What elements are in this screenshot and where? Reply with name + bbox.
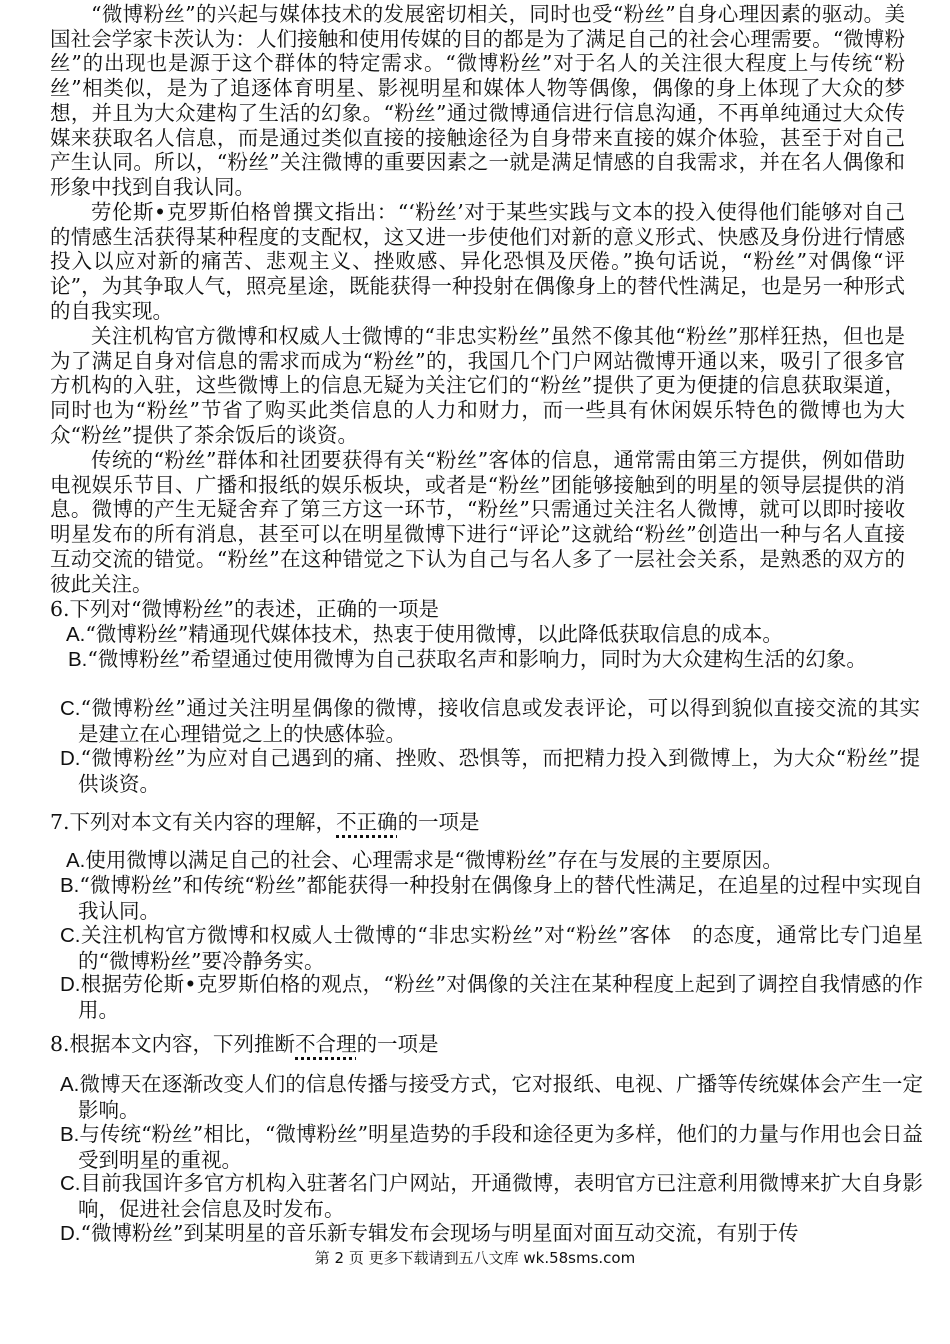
- question-8-option-b: [60, 1122, 923, 1172]
- option-text: “微博粉丝”希望通过使用微博为自己获取名声和影响力，同时为大众建构生活的幻象。: [87, 647, 867, 671]
- page-footer: 第 2 页 更多下载请到五八文库 wk.58sms.com: [314, 1249, 636, 1267]
- passage-paragraph-4: 传统的“粉丝”群体和社团要获得有关“粉丝”客体的信息，通常需由第三方提供，例如借助电视娱乐节目、广播和报纸的娱乐板块，或者是“粉丝”团能够接触到的明星的领导层提供的消息。微博的产生无疑舍弃了第三方这一环节，“粉丝”只需通过关注名人微博，就可以即时接收明星发布的所有消息，甚至可以在明星微博下进行“评论”这就给“粉丝”创造出一种与名人直接互动交流的错觉。“粉丝”在这种错觉之下认为自己与名人多了一层社会关系，是熟悉的双方的彼此关注。: [50, 448, 905, 596]
- question-7-title-text: 7.下列对本文有关内容的理解，: [50, 810, 337, 834]
- option-label: C.: [60, 697, 81, 720]
- option-label: D.: [60, 973, 81, 996]
- passage-paragraph-2: 劳伦斯•克罗斯伯格曾撰文指出：“‘粉丝’对于某些实践与文本的投入使得他们能够对自己的情感生活获得某种程度的支配权，这又进一步使他们对新的意义形式、快感及身份进行情感投入以应对新的痛苦、悲观主义、挫败感、异化恐惧及厌倦。”换句话说，“粉丝”对偶像“评论”，为其争取人气，照亮星途，既能获得一种投射在偶像身上的替代性满足，也是另一种形式的自我实现。: [50, 200, 905, 323]
- option-label: A.: [66, 849, 86, 872]
- question-6-option-a: [66, 622, 916, 648]
- passage-paragraph-3: 关注机构官方微博和权威人士微博的“非忠实粉丝”虽然不像其他“粉丝”那样狂热，但也是为了满足自身对信息的需求而成为“粉丝”的，我国几个门户网站微博开通以来，吸引了很多官方机构的入驻，这些微博上的信息无疑为关注它们的“粉丝”提供了更为便捷的信息获取渠道，同时也为“粉丝”节省了购买此类信息的人力和财力，而一些具有休闲娱乐特色的微博也为大众“粉丝”提供了茶余饭后的谈资。: [50, 324, 905, 447]
- question-6-option-d: [60, 746, 920, 796]
- question-8-emphasis: 不合理: [295, 1032, 357, 1056]
- question-6-title: 6.下列对“微博粉丝”的表述，正确的一项是: [50, 597, 440, 621]
- option-text: “微博粉丝”为应对自己遇到的痛、挫败、恐惧等，而把精力投入到微博上，为大众“粉丝”提供谈资。: [78, 746, 920, 796]
- question-7-title: [50, 810, 910, 835]
- passage-paragraph-1: “微博粉丝”的兴起与媒体技术的发展密切相关，同时也受“粉丝”自身心理因素的驱动。美国社会学家卡茨认为：人们接触和使用传媒的目的都是为了满足自己的社会心理需要。“微博粉丝”的出现也是源于这个群体的特定需求。“微博粉丝”对于名人的关注很大程度上与传统“粉丝”相类似，是为了追逐体育明星、影视明星和媒体人物等偶像，偶像的身上体现了大众的梦想，并且为大众建构了生活的幻象。“粉丝”通过微博通信进行信息沟通，不再单纯通过大众传媒来获取名人信息，而是通过类似直接的接触途径为自身带来直接的媒介体验，甚至于对自己产生认同。所以，“粉丝”关注微博的重要因素之一就是满足情感的自我需求，并在名人偶像和形象中找到自我认同。: [50, 2, 905, 199]
- option-text: 微博天在逐渐改变人们的信息传播与接受方式，它对报纸、电视、广播等传统媒体会产生一定影响。: [78, 1072, 923, 1122]
- option-text: 使用微博以满足自己的社会、心理需求是“微博粉丝”存在与发展的主要原因。: [85, 848, 783, 872]
- option-label: A.: [66, 623, 86, 646]
- option-label: B.: [68, 648, 88, 671]
- option-text: “微博粉丝”和传统“粉丝”都能获得一种投射在偶像身上的替代性满足，在追星的过程中实现自我认同。: [78, 873, 923, 923]
- question-6-option-b: [50, 647, 900, 673]
- question-7-option-b: [60, 873, 923, 923]
- option-label: D.: [60, 747, 81, 770]
- option-text: “微博粉丝”精通现代媒体技术，热衷于使用微博，以此降低获取信息的成本。: [85, 622, 783, 646]
- option-text: “微博粉丝”通过关注明星偶像的微博，接收信息或发表评论，可以得到貌似直接交流的其实是建立在心理错觉之上的快感体验。: [78, 696, 920, 746]
- question-7-emphasis: 不正确: [336, 810, 398, 834]
- question-7-title-end: 的一项是: [397, 810, 480, 834]
- option-label: C.: [60, 924, 81, 947]
- question-8-option-c: [60, 1171, 923, 1221]
- question-7-option-a: [66, 848, 916, 874]
- question-8-option-a: [60, 1072, 923, 1122]
- question-8-title-text: 8.根据本文内容，下列推断: [50, 1032, 296, 1056]
- question-7-option-d: [60, 972, 923, 1022]
- option-label: D.: [60, 1222, 81, 1245]
- option-label: C.: [60, 1172, 81, 1195]
- question-8-title: [50, 1032, 910, 1057]
- question-8-title-end: 的一项是: [356, 1032, 439, 1056]
- option-label: B.: [60, 874, 80, 897]
- option-text: 目前我国许多官方机构入驻著名门户网站，开通微博，表明官方已注意利用微博来扩大自身影响，促进社会信息及时发布。: [78, 1171, 923, 1221]
- option-label: B.: [60, 1123, 80, 1146]
- option-text: 根据劳伦斯•克罗斯伯格的观点，“粉丝”对偶像的关注在某种程度上起到了调控自我情感的作用。: [78, 972, 923, 1022]
- question-6-option-c: [60, 696, 920, 746]
- option-label: A.: [60, 1073, 80, 1096]
- question-7-option-c: [60, 923, 923, 973]
- option-text: 关注机构官方微博和权威人士微博的“非忠实粉丝”对“粉丝”客体 的态度，通常比专门追星的“微博粉丝”要冷静务实。: [78, 923, 923, 973]
- option-text: 与传统“粉丝”相比，“微博粉丝”明星造势的手段和途径更为多样，他们的力量与作用也会日益受到明星的重视。: [78, 1122, 923, 1172]
- question-8-option-d: [60, 1221, 923, 1247]
- option-text: “微博粉丝”到某明星的音乐新专辑发布会现场与明星面对面互动交流，有别于传: [80, 1221, 799, 1245]
